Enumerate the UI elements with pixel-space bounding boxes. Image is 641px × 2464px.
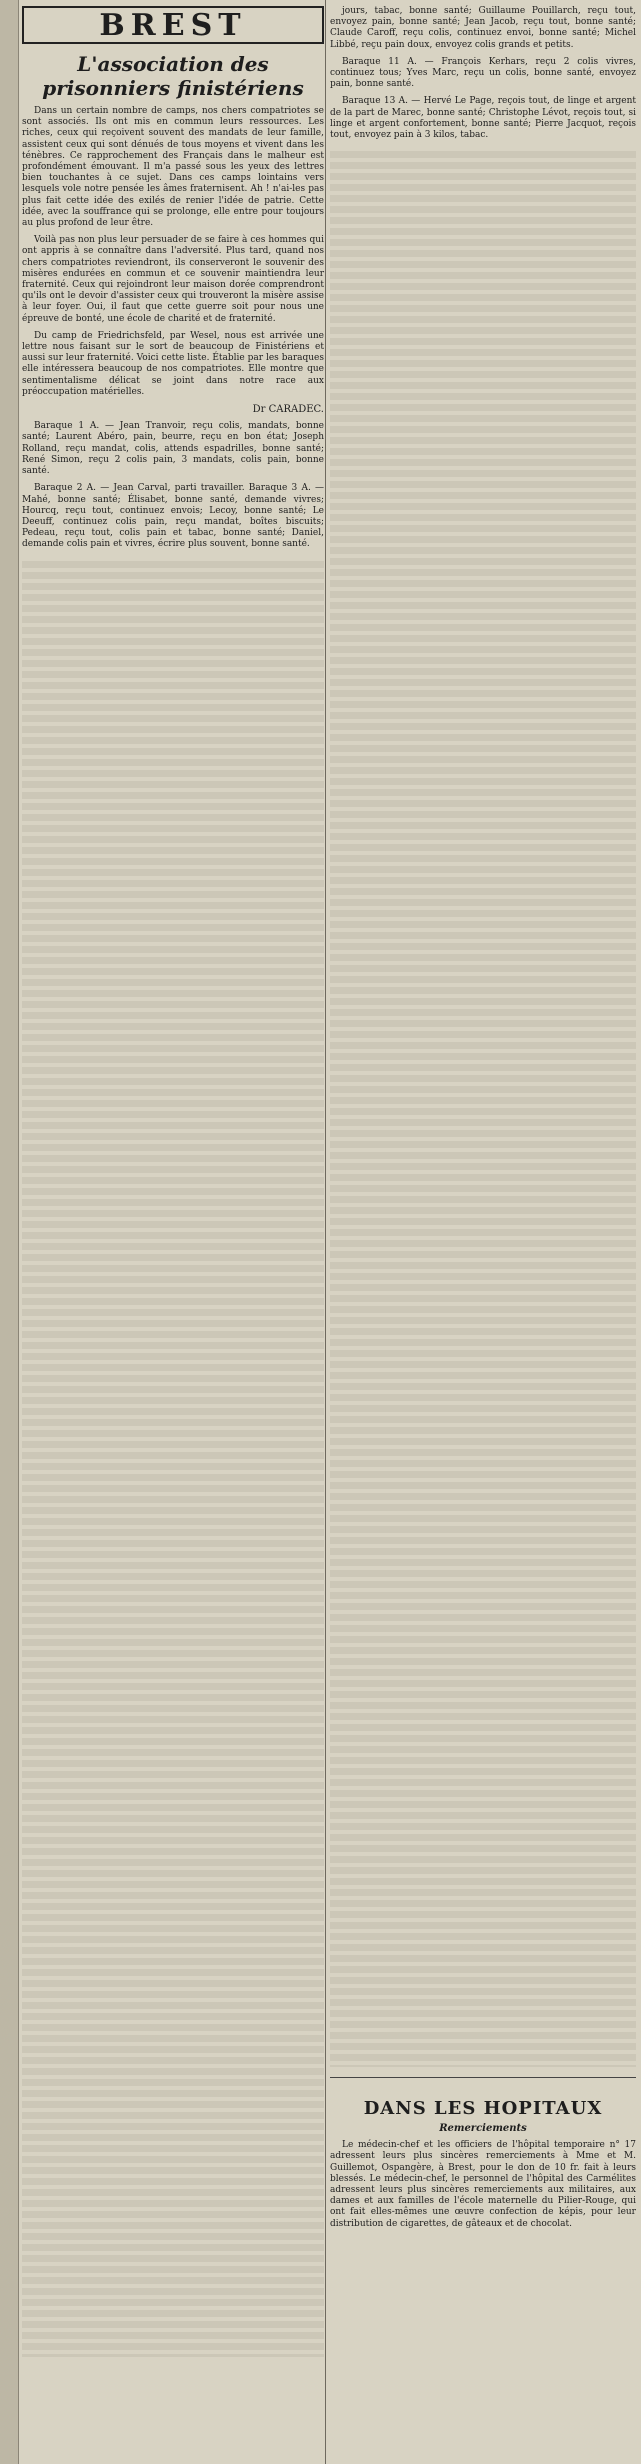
article-title: L'association des prisonniers finistériens [42,52,304,100]
entry-2: Baraque 2 A. — Jean Carval, parti travailler. Baraque 3 A. — Mahé, bonne santé; Élisabet, bonne santé, demande vivres; Hourcq, reçu tout, continuez envois; Lecoy, bonne santé; Le Deeuff, continuez colis pain, reçu mandat, boîtes biscuits; Pedeau, reçu tout, colis pain et tabac, bonne santé; Daniel, demande colis pain et vivres, écrire plus souvent, bonne santé. [22,483,324,550]
entry-1: Baraque 1 A. — Jean Tranvoir, reçu colis, mandats, bonne santé; Laurent Abéro, pain, beurre, reçu en bon état; Joseph Rolland, reçu mandat, colis, attends espadrilles, bonne santé; René Simon, reçu 2 colis pain, 3 mandats, colis pain, bonne santé. [22,421,324,477]
column-divider [325,0,326,2464]
paragraph-1: Dans un certain nombre de camps, nos chers compatriotes se sont associés. Ils ont mis en commun leurs ressources. Les riches, ceux qui reçoivent souvent des mandats de leur famille, assistent ceux qui sont dénués de tous moyens et vivent dans les ténèbres. Ce rapprochement des Français dans le malheur est profondément émouvant. Il m'a passé sous les yeux des lettres bien touchantes à ce sujet. Dans ces camps lointains vers lesquels vole notre pensée les âmes fraternisent. Ah ! n'ai-les pas plus fait cette idée des exilés de renier l'idée de patrie. Cette idée, avec la souffrance qui se prolonge, elle entre pour toujours au plus profond de leur être. [22,106,324,229]
paragraph-2: Voilà pas non plus leur persuader de se faire à ces hommes qui ont appris à se connaître dans l'adversité. Plus tard, quand nos chers compatriotes reviendront, ils conserveront le souvenir des misères endurées en commun et ce souvenir maintiendra leur fraternité. Ceux qui rejoindront leur maison dorée comprendront qu'ils ont le devoir d'assister ceux qui trouveront la misère assise à leur foyer. Oui, il faut que cette guerre soit pour nous une épreuve de bonté, une école de charité et de fraternité. [22,235,324,324]
right-entry-1: jours, tabac, bonne santé; Guillaume Pouillarch, reçu tout, envoyez pain, bonne santé; Jean Jacob, reçu tout, bonne santé; Claude Caroff, reçu colis, continuez envoi, bonne santé; Michel Libbé, reçu pain doux, envoyez colis grands et petits. [330,6,636,50]
masthead: BREST [22,6,324,44]
hospitaux-subtitle: Remerciements [439,2123,527,2135]
section-separator [330,2077,636,2088]
right-column [330,0,636,2230]
paragraph-3: Du camp de Friedrichsfeld, par Wesel, nous est arrivée une lettre nous faisant sur le sort de beaucoup de Finistériens et aussi sur leur fraternité. Voici cette liste. Établie par les baraques elle intéressera beaucoup de nos compatriotes. Elle montre que sentimentalisme délicat se joint dans notre race aux préoccupation matérielles. [22,330,324,397]
left-column [22,0,324,2357]
body-text-continued [22,557,324,2357]
right-body-text [330,147,636,2067]
right-entry-3: Baraque 13 A. — Hervé Le Page, reçois tout, de linge et argent de la part de Marec, bonne santé; Christophe Lévot, reçois tout, si linge et argent confortement, bonne santé; Pierre Jacquot, reçois tout, envoyez pain à 3 kilos, tabac. [330,96,636,141]
signature: Dr CARADEC. [252,404,324,416]
left-margin-strip [0,0,19,2464]
hospitaux-title: DANS LES HOPITAUX [363,2098,603,2120]
hospitaux-text: Le médecin-chef et les officiers de l'hôpital temporaire n° 17 adressent leurs plus sincères remerciements à Mme et M. Guillemot, Ospangère, à Brest, pour le don de 10 fr. fait à leurs blessés. Le médecin-chef, le personnel de l'hôpital des Carmélites adressent leurs plus sincères remerciements aux militaires, aux dames et aux familles de l'école maternelle du Pilier-Rouge, qui ont fait elles-mêmes une œuvre confection de képis, pour leur distribution de cigarettes, de gâteaux et de chocolat. [330,2140,636,2229]
right-entry-2: Baraque 11 A. — François Kerhars, reçu 2 colis vivres, continuez tous; Yves Marc, reçu un colis, bonne santé, envoyez pain, bonne santé. [330,56,636,90]
